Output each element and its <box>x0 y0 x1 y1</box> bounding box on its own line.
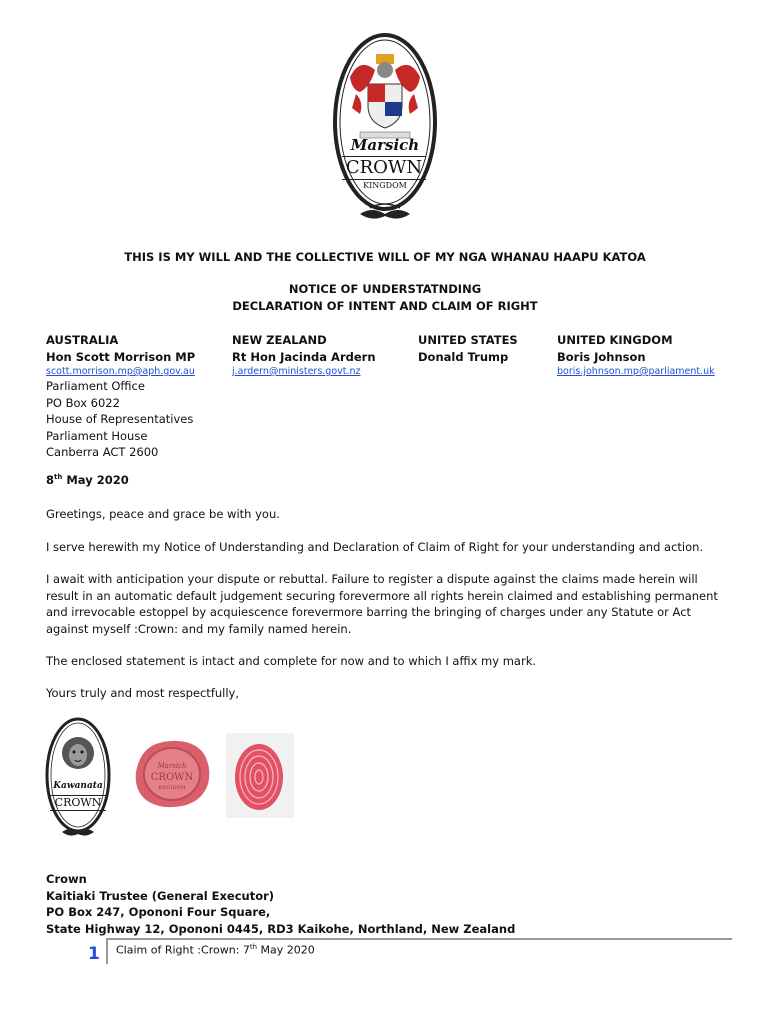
address-line: PO Box 6022 <box>46 395 120 410</box>
svg-text:KINGDOM: KINGDOM <box>158 785 186 791</box>
crest-crown-word: CROWN <box>342 156 426 180</box>
declaration-heading: DECLARATION OF INTENT AND CLAIM OF RIGHT <box>232 299 538 313</box>
crest-logo <box>330 32 440 227</box>
date-day: 8 <box>46 473 55 487</box>
thumbprint-mark <box>226 733 294 818</box>
wax-seal <box>132 738 212 810</box>
svg-text:Marsich: Marsich <box>157 762 187 770</box>
kawenata-seal-logo <box>44 715 112 840</box>
notice-heading: NOTICE OF UNDERSTATNDING <box>288 282 482 296</box>
signature-line: State Highway 12, Opononi 0445, RD3 Kaikohe, Northland, New Zealand <box>46 921 516 936</box>
signature-line: PO Box 247, Opononi Four Square, <box>46 905 271 919</box>
date-suffix: th <box>54 473 63 482</box>
signature-block <box>46 871 515 937</box>
recipient-email-link[interactable]: boris.johnson.mp@parliament.uk <box>557 366 715 377</box>
footer-text-suffix: th <box>249 943 258 951</box>
thumbprint-icon <box>226 733 294 818</box>
address-line: House of Representatives <box>46 412 194 426</box>
body-paragraph-2: I await with anticipation your dispute or rebuttal. Failure to register a dispute against the claims made herein will result in an automatic default judgement securing forevermore all rights herein claimed and establishing permanent and irrevocable estoppel by acquiescence forevermore barring the bringing of charges under any Statute or Act against myself :Crown: and my family named herein. <box>46 572 718 636</box>
recipient-name: Donald Trump <box>418 349 509 364</box>
greeting-paragraph: Greetings, peace and grace be with you. <box>46 507 280 521</box>
recipient-email-link[interactable]: j.ardern@ministers.govt.nz <box>232 366 361 377</box>
footer-rule <box>106 938 732 940</box>
seal-crown-word: CROWN <box>50 795 106 811</box>
recipient-country: NEW ZEALAND <box>232 333 327 347</box>
crest-kingdom-word: KINGDOM <box>363 181 407 190</box>
address-line: Parliament House <box>46 428 148 443</box>
letter-date <box>46 473 129 487</box>
will-heading: THIS IS MY WILL AND THE COLLECTIVE WILL OF MY NGA WHANAU HAAPU KATOA <box>124 250 646 264</box>
lion-emblem-icon <box>44 715 112 840</box>
address-line: Canberra ACT 2600 <box>46 445 159 459</box>
recipient-australia <box>46 332 226 461</box>
recipient-country: UNITED STATES <box>418 333 518 347</box>
recipient-name: Hon Scott Morrison MP <box>46 349 196 364</box>
crest-script-name: Marsich <box>350 136 420 154</box>
wax-seal-icon <box>132 738 212 810</box>
footer-text-tail: May 2020 <box>257 943 315 957</box>
svg-text:CROWN: CROWN <box>150 772 194 783</box>
recipient-country: AUSTRALIA <box>46 333 119 347</box>
crest-emblem-icon <box>330 32 440 227</box>
page-number: 1 <box>88 944 100 964</box>
recipient-country: UNITED KINGDOM <box>557 333 673 347</box>
address-line: Parliament Office <box>46 379 145 393</box>
signature-line: Kaitiaki Trustee (General Executor) <box>46 888 275 903</box>
recipient-united-kingdom <box>557 332 737 378</box>
body-paragraph-3: The enclosed statement is intact and complete for now and to which I affix my mark. <box>46 654 537 668</box>
signature-line: Crown <box>46 872 87 886</box>
footer-divider <box>106 940 108 964</box>
recipient-email-link[interactable]: scott.morrison.mp@aph.gov.au <box>46 366 195 377</box>
recipient-name: Boris Johnson <box>557 349 646 364</box>
body-paragraph-1: I serve herewith my Notice of Understanding and Declaration of Claim of Right for your understanding and action. <box>46 540 704 554</box>
closing-paragraph: Yours truly and most respectfully, <box>46 686 240 700</box>
date-rest: May 2020 <box>62 473 129 487</box>
recipient-new-zealand <box>232 332 412 378</box>
recipient-united-states <box>418 332 548 365</box>
recipient-name: Rt Hon Jacinda Ardern <box>232 349 376 364</box>
footer-text-main: Claim of Right :Crown: 7 <box>116 943 250 957</box>
footer-text <box>116 943 315 957</box>
seal-script-name: Kawanata <box>53 781 103 791</box>
